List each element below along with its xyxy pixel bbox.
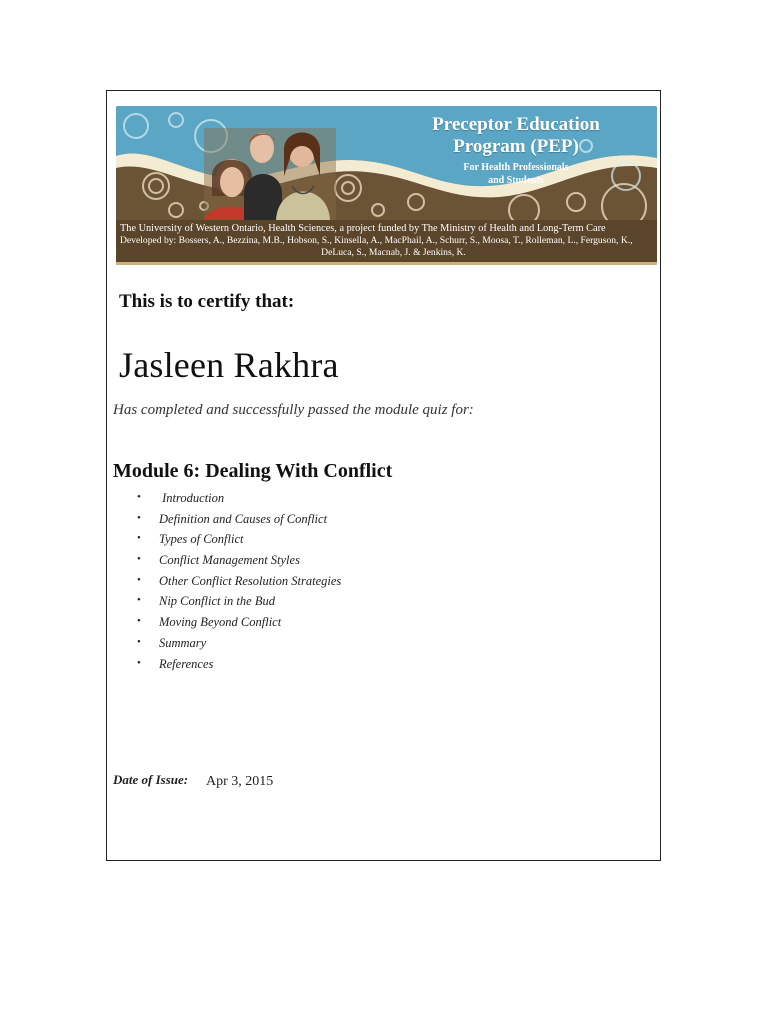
- topic-text: References: [159, 656, 214, 671]
- banner-subtitle: [416, 161, 616, 187]
- topic-text: Conflict Management Styles: [159, 553, 300, 568]
- pep-banner: [116, 106, 657, 265]
- bullet-icon: •: [137, 491, 141, 503]
- banner-credits: [120, 223, 657, 259]
- topic-text: Summary: [159, 635, 207, 650]
- developer-credit-continued: DeLuca, S., Macnab, J. & Jenkins, K.: [321, 247, 466, 258]
- banner-subtitle-line: For Health Professionals: [463, 162, 569, 173]
- certificate-frame: [106, 90, 661, 861]
- bullet-icon: •: [137, 615, 141, 628]
- topic-text: Definition and Causes of Conflict: [159, 511, 328, 526]
- completion-statement: Has completed and successfully passed the module quiz for:: [113, 402, 474, 418]
- developer-credit: Developed by: Bossers, A., Bezzina, M.B., Hobson, S., Kinsella, A., MacPhail, A., Schurr, S., Moosa, T., Rolleman, L., Ferguson, K.,: [120, 235, 633, 246]
- module-title: Module 6: Dealing With Conflict: [113, 460, 393, 482]
- recipient-name: Jasleen Rakhra: [119, 345, 339, 385]
- bullet-icon: •: [137, 635, 141, 648]
- bullet-icon: •: [137, 532, 141, 545]
- banner-title-line: Program (PEP): [453, 136, 579, 157]
- bullet-icon: •: [137, 594, 141, 607]
- bullet-icon: •: [137, 656, 141, 669]
- issue-date-label: Date of Issue:: [113, 772, 189, 787]
- topic-text: Nip Conflict in the Bud: [159, 594, 275, 609]
- issue-date-value: Apr 3, 2015: [206, 774, 274, 789]
- bullet-icon: •: [137, 573, 141, 586]
- topic-text: Other Conflict Resolution Strategies: [159, 573, 342, 588]
- banner-title: [396, 114, 636, 158]
- banner-title-line: Preceptor Education: [432, 114, 600, 135]
- topic-text: Introduction: [159, 491, 225, 505]
- funding-credit: The University of Western Ontario, Health Sciences, a project funded by The Ministry of Health and Long-Term Care: [120, 223, 606, 234]
- people-photo: [204, 128, 336, 220]
- topic-text: Types of Conflict: [159, 532, 244, 547]
- bullet-icon: •: [137, 553, 141, 566]
- banner-subtitle-line: and Students: [488, 175, 544, 186]
- topic-text: Moving Beyond Conflict: [159, 615, 282, 630]
- bullet-icon: •: [137, 511, 141, 524]
- certify-heading: This is to certify that:: [119, 291, 295, 312]
